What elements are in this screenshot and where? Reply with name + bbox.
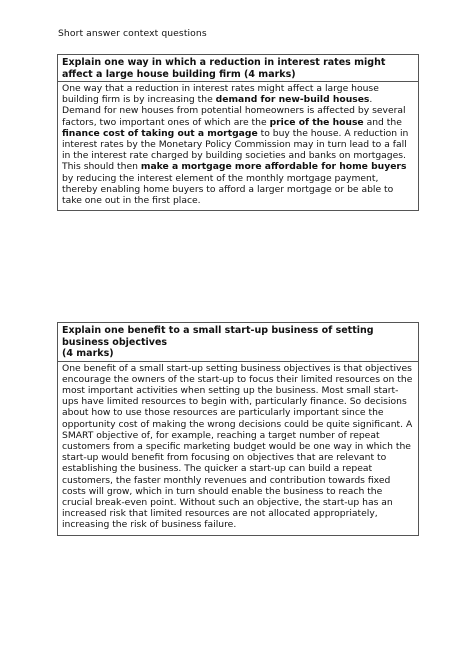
answer-run: by reducing the interest element of the monthly mortgage payment, thereby enabling home buyers to afford a larger mortgage or be able to take one out in the first place. (62, 172, 394, 207)
answer-emphasis: finance cost of taking out a mortgage (62, 127, 258, 139)
page-title: Short answer context questions (58, 28, 207, 39)
question-box-business-objectives (57, 322, 419, 536)
answer-run: One benefit of a small start-up setting business objectives is that objectives encourage the owners of the start-up to focus their limited resources on the most important activities when setting up the business. Most small start-ups have limited resources to begin with, particularly finance. So decisions about how to use those resources are particularly important since the opportunity cost of making the wrong decisions could be quite significant. A SMART objective of, for example, reaching a target number of repeat customers from a specific marketing budget would be one way in which the start-up would benefit from focusing on objectives that are relevant to establishing the business. The quicker a start-up can build a repeat customers, the faster monthly revenues and contribution towards fixed costs will grow, which in turn should enable the business to reach the crucial break-even point. Without such an objective, the start-up has an increased risk that limited resources are not allocated appropriately, increasing the risk of business failure. (62, 362, 413, 531)
question-marks: (4 marks) (62, 348, 114, 359)
answer-emphasis: demand for new-build houses (215, 94, 370, 106)
question-box-interest-rates (57, 54, 419, 211)
answer-run: . Demand for new houses from potential homeowners is affected by several factors, two important ones of which are the (62, 94, 406, 128)
answer-run: One way that a reduction in interest rates might affect a large house building firm is by increasing the (62, 83, 379, 106)
answer-emphasis: price of the house (269, 116, 364, 128)
answer-run: and the (363, 116, 402, 128)
question-line: Explain one benefit to a small start-up business of setting business objectives (62, 325, 374, 348)
answer-text (58, 82, 418, 210)
answer-text (58, 362, 418, 535)
answer-run: to buy the house. A reduction in interest rates by the Monetary Policy Commission may in turn lead to a fall in the interest rate charged by building societies and banks on mortgages. This should then (62, 127, 409, 173)
answer-emphasis: make a mortgage more affordable for home buyers (140, 161, 407, 173)
question-text (58, 55, 418, 82)
question-line: Explain one way in which a reduction in interest rates might affect a large house building firm (4 marks) (62, 57, 386, 80)
question-text (58, 323, 418, 362)
